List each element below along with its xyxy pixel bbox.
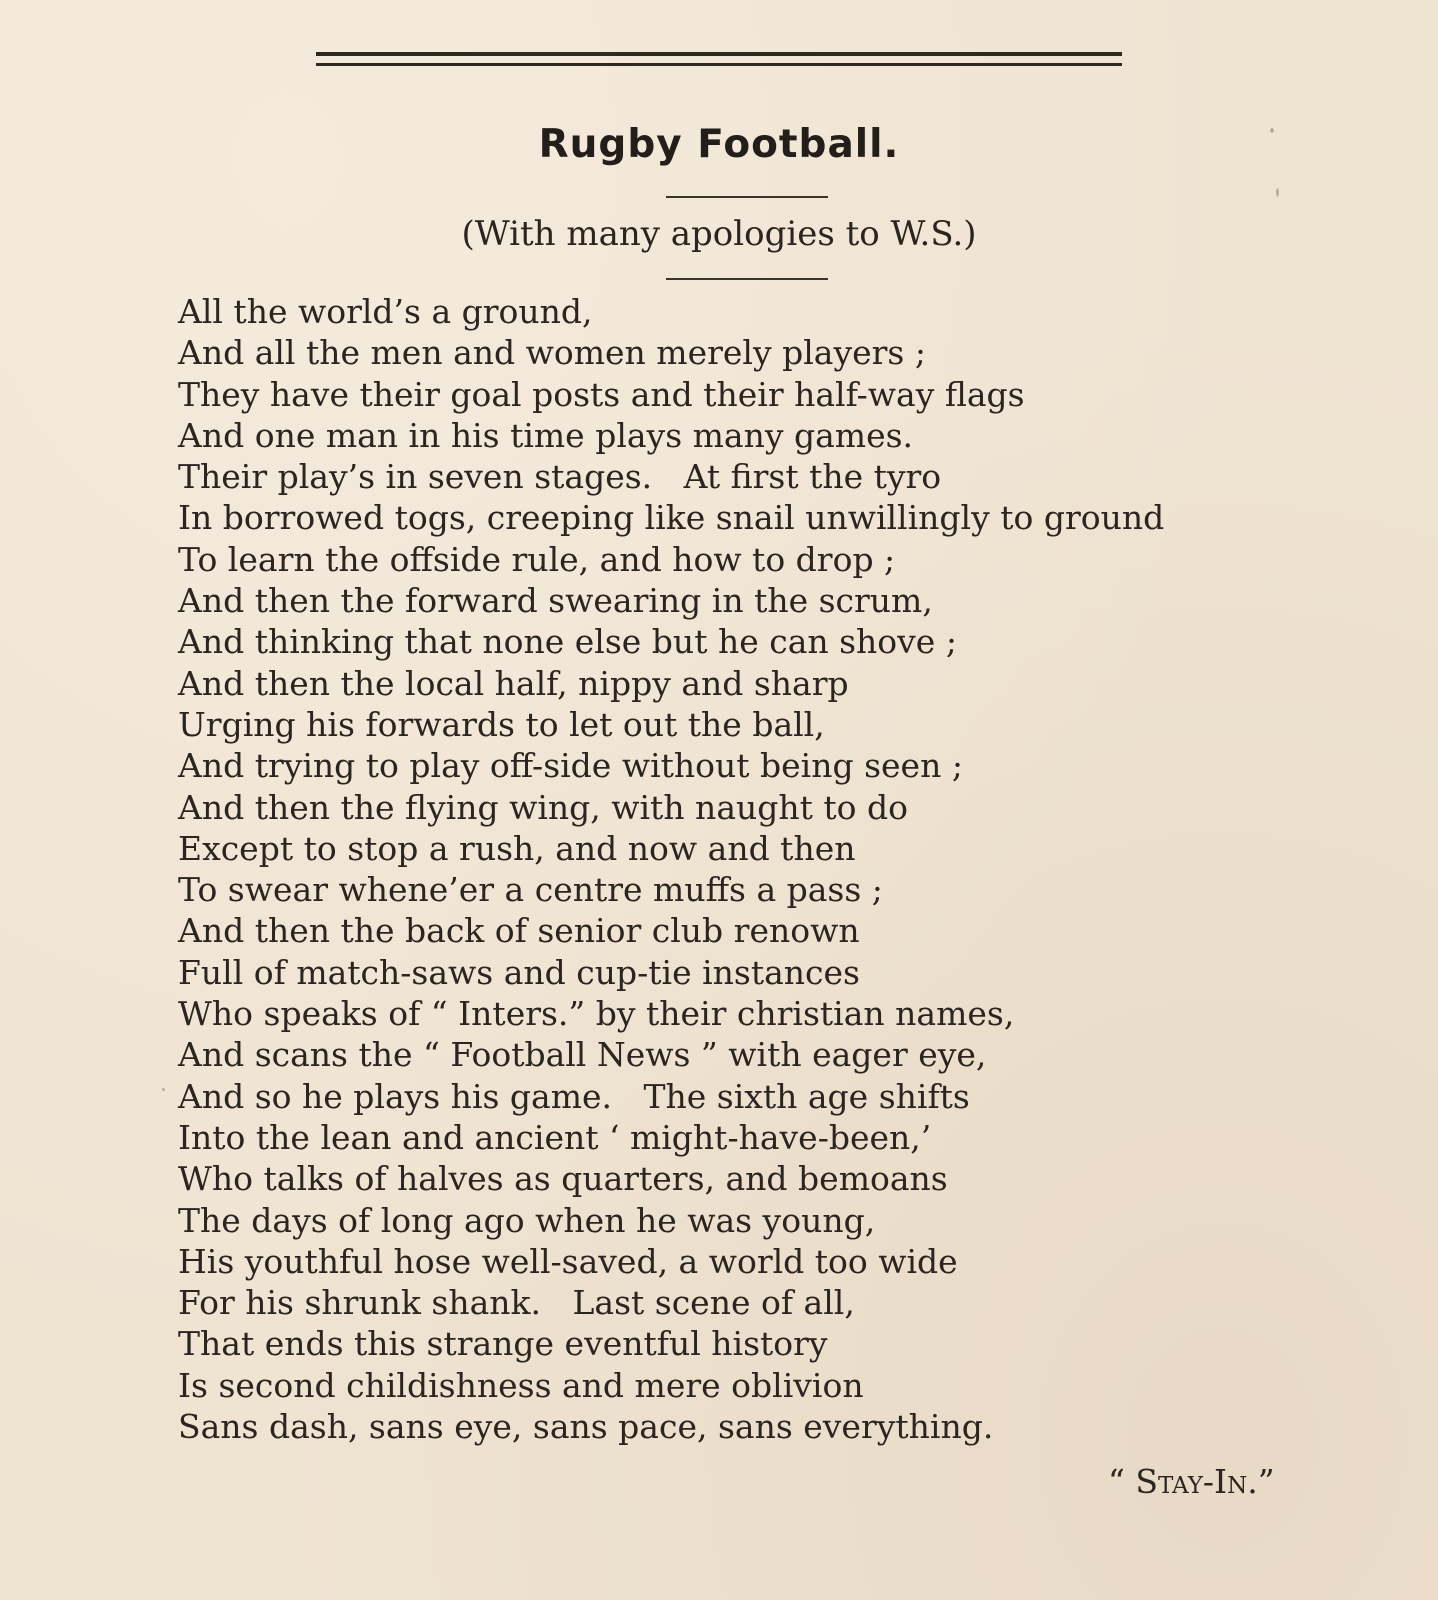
poem-line: To swear whene’er a centre muffs a pass ; <box>178 870 883 910</box>
poem-line: And so he plays his game. The sixth age shifts <box>178 1076 970 1116</box>
poem-body <box>178 291 1164 1447</box>
poem-line: To learn the offside rule, and how to drop ; <box>178 539 896 579</box>
poem-line: Their play’s in seven stages. At first the tyro <box>178 457 942 497</box>
poem-line: And scans the “ Football News ” with eager eye, <box>178 1035 987 1075</box>
poem-line: Sans dash, sans eye, sans pace, sans everything. <box>178 1407 994 1447</box>
poem-line: And one man in his time plays many games. <box>178 415 914 455</box>
poem-line: And all the men and women merely players ; <box>178 333 926 373</box>
poem-line: And then the back of senior club renown <box>178 911 860 951</box>
title-divider <box>666 196 828 198</box>
poem-line: And thinking that none else but he can shove ; <box>178 622 957 662</box>
poem-line: And trying to play off-side without being seen ; <box>178 746 963 786</box>
poem-line: And then the flying wing, with naught to do <box>178 787 908 827</box>
subtitle-divider <box>666 278 828 280</box>
poem-line: And then the forward swearing in the scrum, <box>178 581 933 621</box>
poem-line: Who speaks of “ Inters.” by their christian names, <box>178 994 1015 1034</box>
poem-line: They have their goal posts and their half-way flags <box>178 374 1025 414</box>
poem-line: Into the lean and ancient ‘ might-have-been,’ <box>178 1117 932 1157</box>
paper-speck <box>1276 188 1279 197</box>
header-rule-bottom <box>316 63 1122 66</box>
poem-title: Rugby Football. <box>538 122 900 167</box>
poem-line: The days of long ago when he was young, <box>178 1200 876 1240</box>
poem-line: Is second childishness and mere oblivion <box>178 1365 864 1405</box>
poem-line: That ends this strange eventful history <box>178 1324 828 1364</box>
poem-line: Urging his forwards to let out the ball, <box>178 704 825 744</box>
poem-line: All the world’s a ground, <box>178 292 593 331</box>
poem-line: Except to stop a rush, and now and then <box>178 828 856 868</box>
poem-line: His youthful hose well-saved, a world too wide <box>178 1241 958 1281</box>
poem-signature: “ Stay-In.” <box>1108 1462 1275 1501</box>
paper-speck <box>162 1088 165 1091</box>
poem-line: Who talks of halves as quarters, and bemoans <box>178 1159 948 1199</box>
poem-line: Full of match-saws and cup-tie instances <box>178 952 860 992</box>
header-rule-top <box>316 52 1122 56</box>
poem-line: And then the local half, nippy and sharp <box>178 663 849 703</box>
paper-speck <box>1270 128 1274 133</box>
poem-line: For his shrunk shank. Last scene of all, <box>178 1283 855 1323</box>
poem-line: In borrowed togs, creeping like snail unwillingly to ground <box>178 498 1165 538</box>
poem-subtitle: (With many apologies to W.S.) <box>461 214 977 254</box>
